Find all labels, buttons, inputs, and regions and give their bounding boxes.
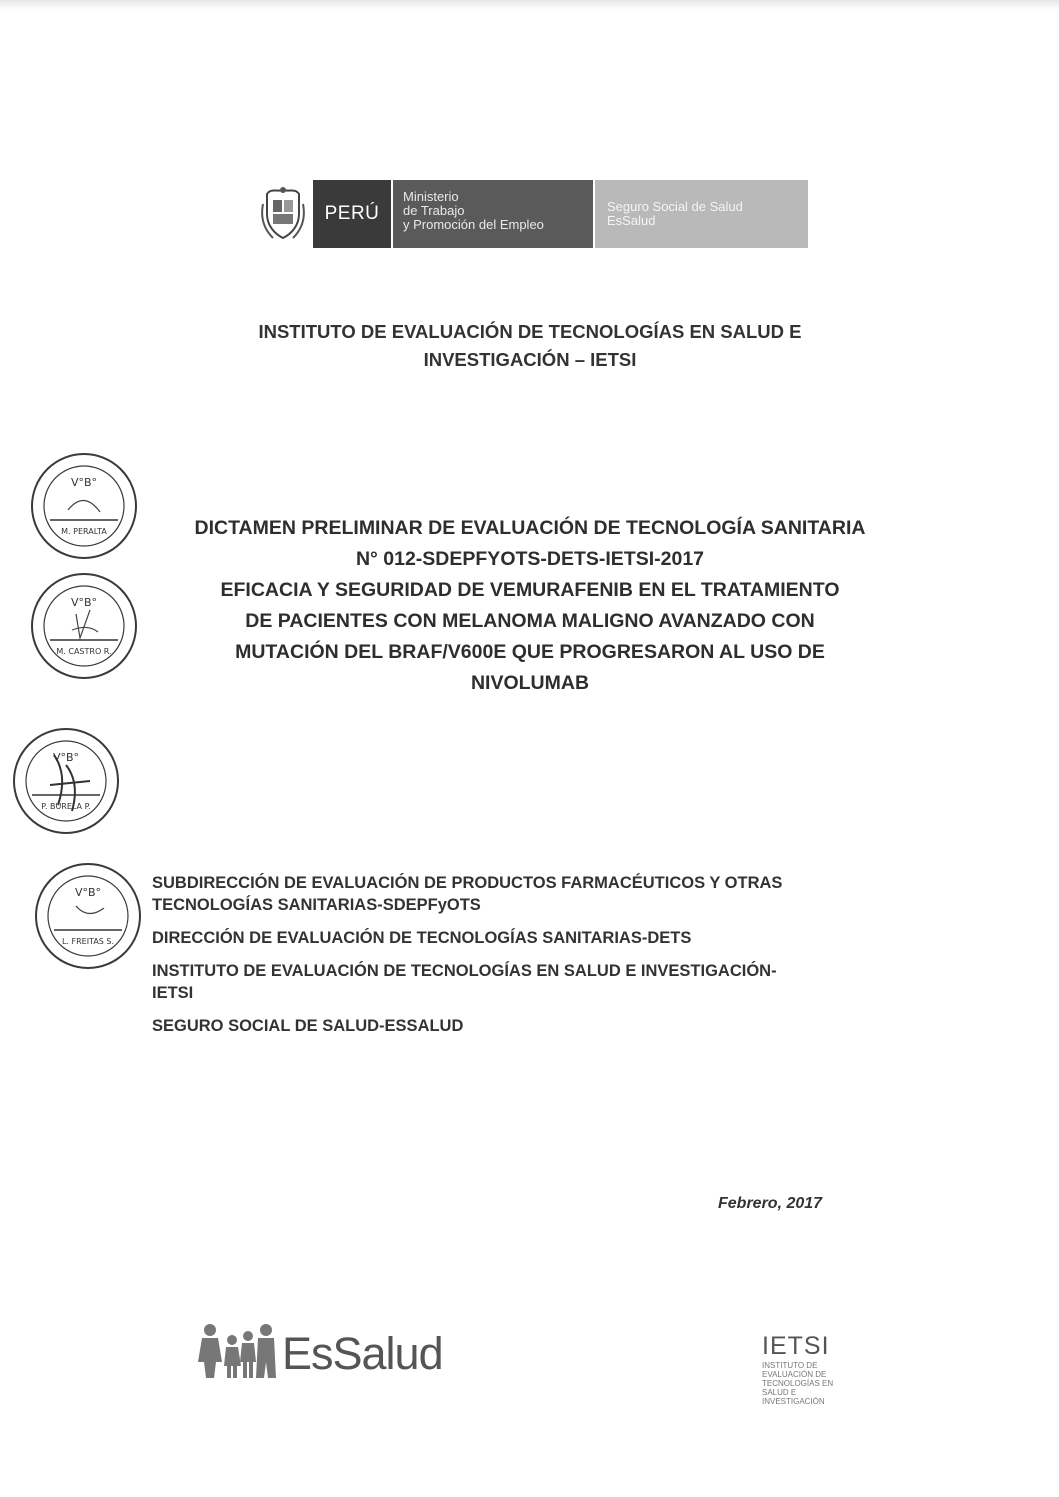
- dictamen-line: DE PACIENTES CON MELANOMA MALIGNO AVANZADO CON: [245, 610, 815, 632]
- document-date: Febrero, 2017: [718, 1195, 823, 1212]
- directorate-line: INSTITUTO DE EVALUACIÓN DE TECNOLOGÍAS EN SALUD E INVESTIGACIÓN-: [152, 962, 777, 980]
- directorate-line: DIRECCIÓN DE EVALUACIÓN DE TECNOLOGÍAS SANITARIAS-DETS: [152, 929, 692, 947]
- approval-stamp-3: [10, 725, 122, 837]
- ministry-line: y Promoción del Empleo: [403, 217, 544, 232]
- directorate-line: SUBDIRECCIÓN DE EVALUACIÓN DE PRODUCTOS FARMACÉUTICOS Y OTRAS: [152, 874, 783, 892]
- ministry-label: [391, 180, 593, 248]
- peru-label: PERÚ: [313, 180, 391, 248]
- essalud-logo: [198, 1318, 443, 1378]
- approval-stamp-4: [32, 860, 144, 972]
- directorate-line: TECNOLOGÍAS SANITARIAS-SDEPFyOTS: [152, 896, 481, 914]
- seguro-label: [593, 180, 808, 248]
- stamp-name: M. CASTRO R.: [56, 647, 112, 656]
- signature-icon: [76, 906, 104, 914]
- dictamen-title: [150, 513, 910, 699]
- dictamen-line: EFICACIA Y SEGURIDAD DE VEMURAFENIB EN EL TRATAMIENTO: [220, 579, 840, 601]
- ietsi-logo: [762, 1333, 852, 1406]
- directorate-item: [152, 1015, 932, 1037]
- ietsi-subtitle: INSTITUTO DE EVALUACIÓN DE TECNOLOGÍAS EN SALUD E INVESTIGACIÓN: [762, 1361, 834, 1406]
- essalud-wordmark: EsSalud: [282, 1328, 443, 1379]
- approval-stamp-2: [28, 570, 140, 682]
- stamp-vb: V°B°: [70, 476, 98, 489]
- stamp-name: P. BURELA P.: [41, 802, 91, 811]
- directorate-item: [152, 960, 932, 1004]
- approval-stamp-1: [28, 450, 140, 562]
- directorates-list: [152, 872, 932, 1048]
- family-figures-icon: [198, 1322, 276, 1378]
- signature-icon: [72, 610, 98, 638]
- directorate-item: [152, 872, 932, 916]
- signature-icon: [68, 500, 100, 512]
- dictamen-number: N° 012-SDEPFYOTS-DETS-IETSI-2017: [355, 548, 705, 570]
- stamp-vb: V°B°: [52, 751, 80, 764]
- seguro-line: Seguro Social de Salud: [607, 199, 743, 214]
- dictamen-line: MUTACIÓN DEL BRAF/V600E QUE PROGRESARON AL USO DE: [235, 641, 825, 663]
- dictamen-line: DICTAMEN PRELIMINAR DE EVALUACIÓN DE TECNOLOGÍA SANITARIA: [194, 517, 866, 539]
- coat-of-arms-icon: [253, 180, 313, 248]
- stamp-vb: V°B°: [70, 596, 98, 609]
- directorate-line: SEGURO SOCIAL DE SALUD-ESSALUD: [152, 1017, 464, 1035]
- institute-title: [150, 318, 910, 374]
- institute-title-line: INSTITUTO DE EVALUACIÓN DE TECNOLOGÍAS EN SALUD E: [258, 321, 802, 342]
- seguro-line: EsSalud: [607, 213, 656, 228]
- ministry-line: de Trabajo: [403, 203, 465, 218]
- directorate-item: [152, 927, 932, 949]
- ministry-line: Ministerio: [403, 189, 459, 204]
- ietsi-wordmark: IETSI: [762, 1332, 830, 1360]
- institute-title-line: INVESTIGACIÓN – IETSI: [423, 349, 637, 370]
- stamp-vb: V°B°: [74, 886, 102, 899]
- stamp-name: L. FREITAS S.: [61, 937, 115, 946]
- directorate-line: IETSI: [152, 984, 194, 1002]
- dictamen-line: NIVOLUMAB: [470, 672, 590, 694]
- government-header-banner: [253, 180, 808, 248]
- scan-edge: [0, 0, 1059, 10]
- stamp-name: M. PERALTA: [61, 527, 107, 536]
